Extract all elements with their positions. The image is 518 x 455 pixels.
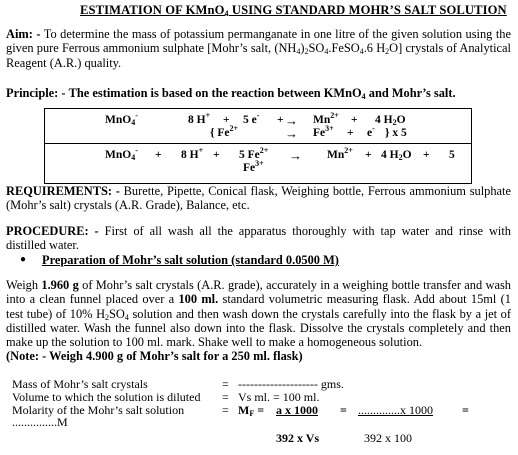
principle-text: The estimation is based on the reaction between KMnO$_4$ and Mohr’s salt. bbox=[68, 86, 456, 101]
molarity-label: Molarity of the Mohr’s salt solution bbox=[12, 403, 185, 417]
equals-sign-1: = bbox=[222, 377, 229, 391]
equation-divider bbox=[45, 143, 471, 144]
aim-text: To determine the mass of potassium permanganate in one litre of the given solution using the given pure Ferrous ammonium sulphate [Mohr’s salt, $(NH_4)_2SO_4.FeSO_4.6$ $H_2O$] crystals of Analytical Reagent (A.R.) quality. bbox=[6, 27, 512, 70]
denominator-2: 392 x 100 bbox=[364, 431, 412, 445]
molarity-formula-label: $M_F$ = bbox=[238, 403, 265, 418]
eq2-ferric: $Fe^{3+}$ bbox=[313, 124, 334, 139]
eq1-permanganate: MnO$_4$- bbox=[105, 111, 138, 127]
procedure-text: First of all wash all the apparatus thoroughly with tap water and rinse with distilled water. bbox=[6, 224, 511, 253]
eq2-multiplier: } x 5 bbox=[385, 127, 407, 139]
eq3-hydrogen: 8 H+ bbox=[181, 146, 204, 161]
mass-value: -------------------- gms. bbox=[238, 377, 344, 391]
eq1-arrow: → bbox=[285, 113, 298, 128]
eq3-plus-1: + bbox=[155, 149, 162, 161]
note-line: (Note: - Weigh 4.900 g of Mohr’s salt for a 250 ml. flask) bbox=[6, 349, 303, 364]
eq3-arrow: → bbox=[289, 148, 302, 163]
eq2-plus: + bbox=[347, 127, 354, 139]
requirements-text: Burette, Pipette, Conical flask, Weighing bottle, Ferrous ammonium sulphate (Mohr’s salt) crystals (A.R. Grade), Balance, etc. bbox=[6, 184, 511, 213]
eq2-electron: e- bbox=[367, 124, 375, 139]
weigh-mass: 1.960 g bbox=[41, 278, 79, 292]
eq3-water: 4 $H_2O$ bbox=[381, 149, 412, 162]
eq2-arrow: → bbox=[285, 126, 298, 141]
equals-sign-5: = bbox=[462, 403, 469, 417]
equals-sign-4: = bbox=[340, 403, 347, 417]
weigh-text-3: standard volumetric measuring flask. Add about 15ml (1 test tube) of 10% $H_2SO_4$ solution and then wash down the crystals carefully into the flask by a jet of distilled water. Wash the funnel also down into the flask. Dissolve the crystals completely and then make up the solution to 100 ml. mark. Shake well to make a homogeneous solution. bbox=[6, 292, 511, 350]
equals-sign-2: = bbox=[222, 390, 229, 404]
aim-paragraph bbox=[6, 27, 511, 70]
eq1-hydrogen: 8 H+ bbox=[188, 111, 211, 126]
procedure-paragraph bbox=[6, 224, 511, 253]
equals-sign-3: = bbox=[222, 403, 229, 417]
eq3-plus-4: + bbox=[423, 149, 430, 161]
eq2-ferrous: { $Fe^{2+}$ bbox=[210, 124, 239, 139]
reaction-equations-box bbox=[44, 108, 472, 184]
eq3-ferrous: 5 $Fe^{2+}$ bbox=[239, 146, 269, 161]
eq3-coefficient: 5 bbox=[449, 149, 455, 161]
molarity-result: ...............M bbox=[12, 415, 68, 429]
eq3-plus-3: + bbox=[365, 149, 372, 161]
principle-label: Principle: - bbox=[6, 86, 66, 100]
eq1-electrons: 5 e- bbox=[243, 111, 260, 126]
weigh-text-2: of Mohr’s salt crystals (A.R. grade), accurately in a weighing bottle transfer and wash into a clean funnel placed over a bbox=[6, 278, 511, 307]
numerator-2: ..............x 1000 bbox=[358, 403, 433, 417]
volume-value: Vs ml. = 100 ml. bbox=[238, 390, 320, 404]
mass-label: Mass of Mohr’s salt crystals bbox=[12, 377, 148, 391]
eq1-plus-2: + bbox=[277, 114, 284, 126]
document-title: ESTIMATION OF KMnO$_4$ USING STANDARD MOHR’S SALT SOLUTION bbox=[80, 3, 507, 18]
procedure-label: PROCEDURE: - bbox=[6, 224, 99, 238]
denominator-1: 392 x Vs bbox=[276, 431, 320, 445]
weigh-paragraph bbox=[6, 278, 511, 364]
eq3-ferric: $Fe^{3+}$ bbox=[243, 159, 264, 174]
requirements-paragraph bbox=[6, 184, 511, 213]
eq1-manganese: $Mn^{2+}$ bbox=[313, 111, 339, 126]
eq3-permanganate: MnO$_4$- bbox=[105, 146, 138, 162]
eq3-plus-2: + bbox=[213, 149, 220, 161]
requirements-label: REQUIREMENTS: - bbox=[6, 184, 120, 198]
bullet-icon: ● bbox=[20, 254, 27, 265]
volume-label: Volume to which the solution is diluted bbox=[12, 390, 201, 404]
principle-paragraph bbox=[6, 86, 456, 101]
eq1-water: 4 $H_2O$ bbox=[375, 114, 406, 127]
eq1-plus-1: + bbox=[223, 114, 230, 126]
preparation-heading: Preparation of Mohr’s salt solution (standard 0.0500 M) bbox=[42, 253, 339, 267]
numerator-1: a x 1000 bbox=[276, 403, 318, 417]
weigh-text-1: Weigh bbox=[6, 278, 42, 292]
aim-label: Aim: - bbox=[6, 27, 41, 41]
eq1-plus-3: + bbox=[351, 114, 358, 126]
eq3-manganese: $Mn^{2+}$ bbox=[327, 146, 353, 161]
weigh-volume: 100 ml. bbox=[178, 292, 219, 307]
